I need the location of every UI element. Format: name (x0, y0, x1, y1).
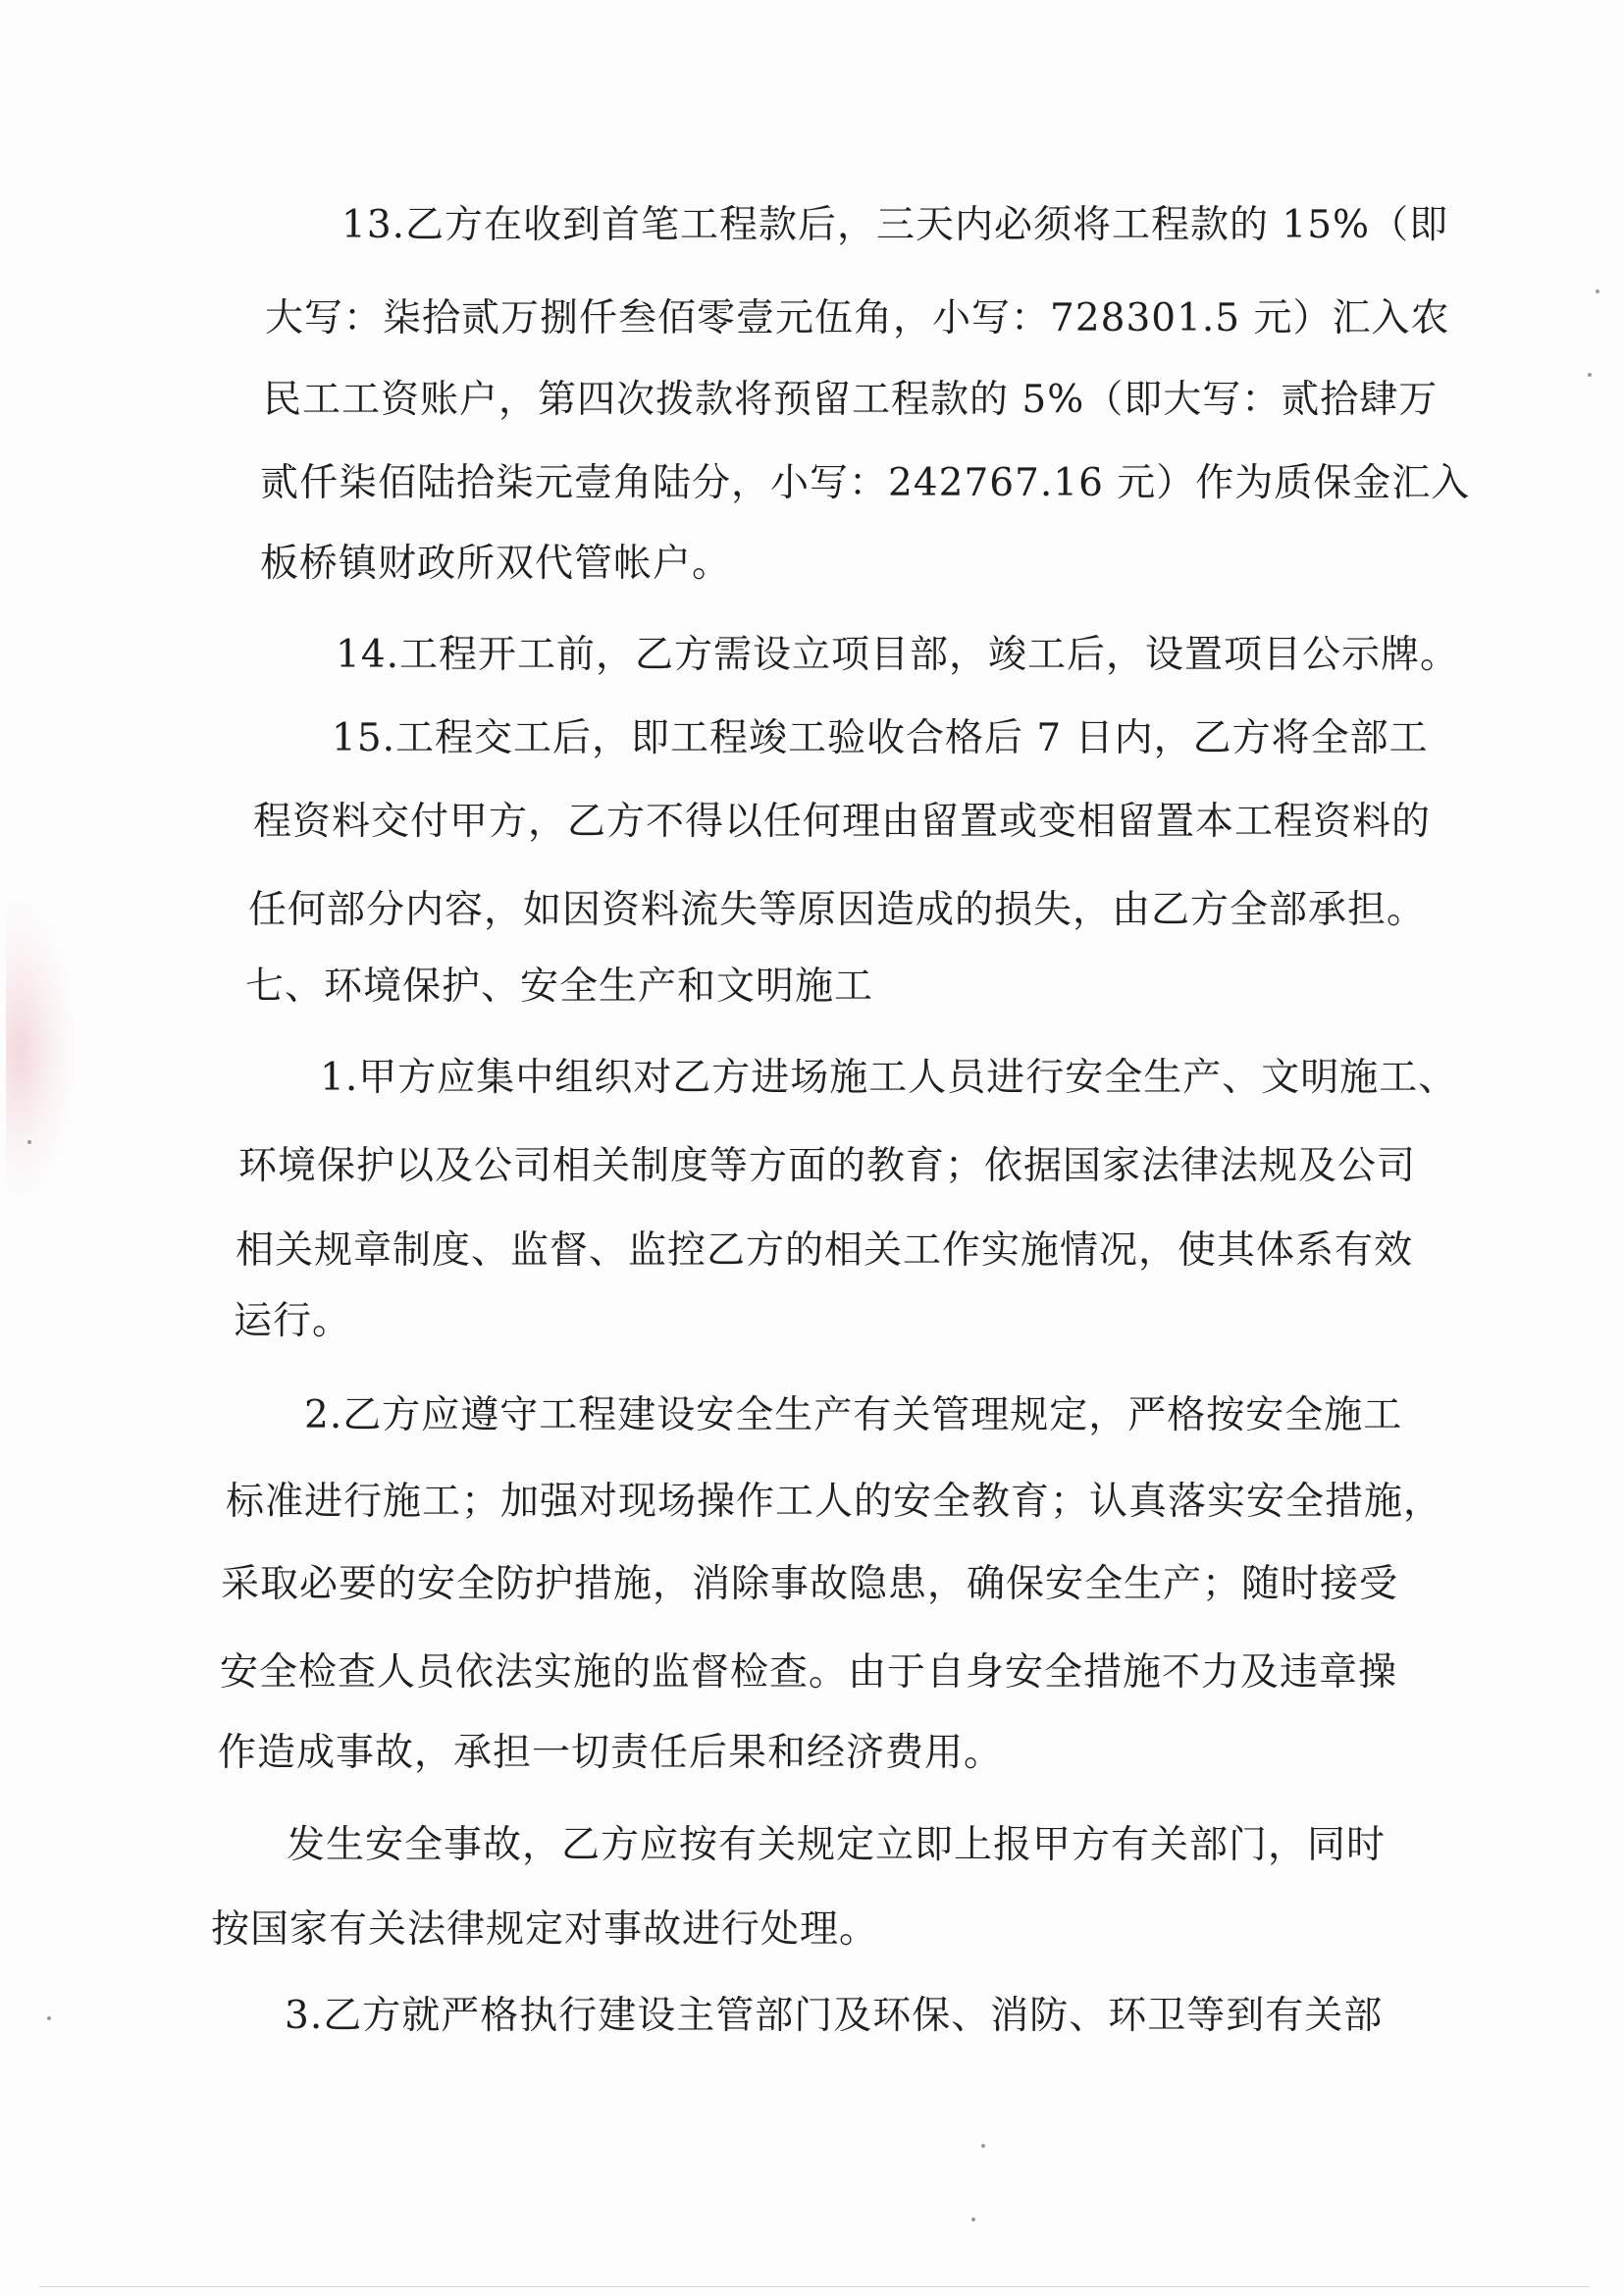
clause-13-line-2: 大写：柒拾贰万捌仟叁佰零壹元伍角，小写：728301.5 元）汇入农 (265, 296, 1450, 340)
clause-13-line-3: 民工工资账户，第四次拨款将预留工程款的 5%（即大写：贰拾肆万 (263, 378, 1439, 422)
s7-item-2-line-2: 标准进行施工；加强对现场操作工人的安全教育；认真落实安全措施， (226, 1480, 1443, 1524)
clause-13-line-5: 板桥镇财政所双代管帐户。 (260, 542, 732, 586)
s7-item-2-line-4: 安全检查人员依法实施的监督检查。由于自身安全措施不力及违章操 (220, 1650, 1398, 1695)
s7-item-2-line-5: 作造成事故，承担一切责任后果和经济费用。 (218, 1731, 1004, 1775)
clause-13-line-4: 贰仟柒佰陆拾柒元壹角陆分，小写：242767.16 元）作为质保金汇入 (260, 461, 1471, 505)
scan-speck (1588, 373, 1592, 377)
clause-15-line-3: 任何部分内容，如因资料流失等原因造成的损失，由乙方全部承担。 (248, 888, 1427, 932)
s7-item-2-line-3: 采取必要的安全防护措施，消除事故隐患，确保安全生产；随时接受 (221, 1562, 1399, 1606)
clause-15-line-1: 15.工程交工后，即工程竣工验收合格后 7 日内，乙方将全部工 (332, 716, 1429, 760)
s7-item-3-line-1: 3.乙方就严格执行建设主管部门及环保、消防、环卫等到有关部 (285, 1994, 1384, 2038)
s7-item-1-line-4: 运行。 (234, 1299, 352, 1343)
s7-item-2b-line-1: 发生安全事故，乙方应按有关规定立即上报甲方有关部门，同时 (287, 1823, 1387, 1867)
s7-item-1-line-3: 相关规章制度、监督、监控乙方的相关工作实施情况，使其体系有效 (236, 1228, 1414, 1273)
scan-speck (981, 2144, 985, 2148)
scan-speck (27, 1140, 31, 1144)
scan-edge-line (39, 2286, 1590, 2287)
seal-bleed-mark (6, 903, 75, 1197)
s7-item-2b-line-2: 按国家有关法律规定对事故进行处理。 (211, 1907, 879, 1952)
s7-item-1-line-2: 环境保护以及公司相关制度等方面的教育；依据国家法律法规及公司 (238, 1144, 1417, 1188)
scan-speck (971, 2218, 975, 2221)
s7-item-2-line-1: 2.乙方应遵守工程建设安全生产有关管理规定，严格按安全施工 (304, 1393, 1403, 1437)
clause-14-line-1: 14.工程开工前，乙方需设立项目部，竣工后，设置项目公示牌。 (336, 633, 1460, 677)
s7-item-1-line-1: 1.甲方应集中组织对乙方进场施工人员进行安全生产、文明施工、 (320, 1056, 1458, 1100)
section-7-heading: 七、环境保护、安全生产和文明施工 (245, 965, 874, 1009)
scan-speck (47, 2016, 51, 2020)
clause-15-line-2: 程资料交付甲方，乙方不得以任何理由留置或变相留置本工程资料的 (253, 800, 1432, 844)
scan-speck (1596, 289, 1599, 293)
clause-13-line-1: 13.乙方在收到首笔工程款后，三天内必须将工程款的 15%（即 (341, 203, 1449, 247)
